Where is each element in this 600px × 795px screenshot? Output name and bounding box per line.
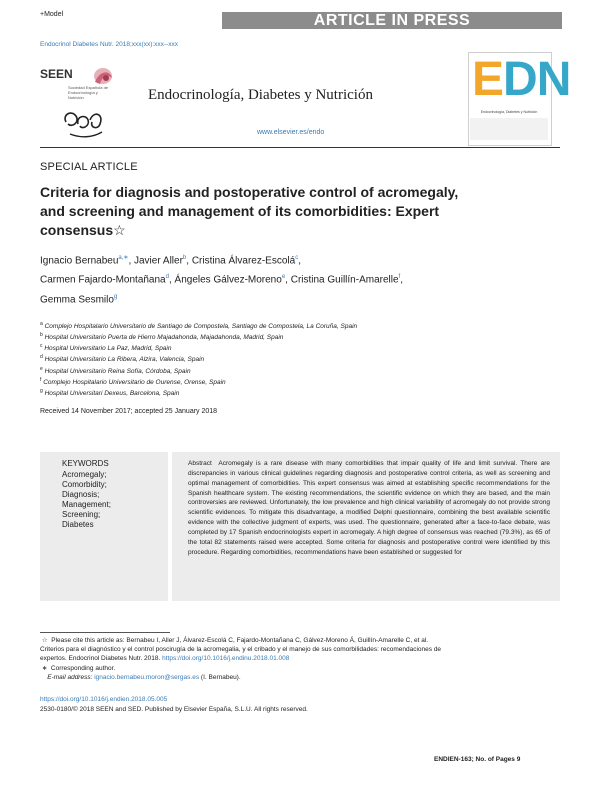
affiliation-item (40, 387, 560, 398)
affiliation-mark: g (40, 387, 43, 394)
corresponding-author-text: Corresponding author. (50, 664, 116, 672)
author-separator: , (128, 255, 134, 267)
affiliation-text: Hospital Universitario Puerta de Hierro Majadahonda, Majadahonda, Madrid, Spain (44, 334, 284, 342)
citation-footnote (40, 636, 560, 645)
keyword-item: Acromegaly; (62, 470, 107, 479)
keyword-item: Screening; (62, 510, 101, 519)
edn-letter-n: N (536, 53, 571, 106)
author-affiliation-mark[interactable]: f (398, 274, 401, 281)
model-tag: +Model (40, 11, 64, 18)
affiliation-item (40, 353, 560, 364)
affiliation-item (40, 342, 560, 353)
email-footnote (40, 673, 560, 682)
author-affiliation-mark[interactable]: e (281, 274, 286, 281)
affiliation-text: Hospital Universitario La Paz, Madrid, Spain (44, 345, 172, 353)
author-name: Gemma Sesmilo (40, 293, 114, 305)
affiliation-item (40, 331, 560, 342)
edn-letter-e: E (472, 53, 504, 106)
affiliation-item (40, 320, 560, 331)
copyright-line: 2530-0180/© 2018 SEEN and SED. Published by Elsevier España, S.L.U. All rights reserved. (40, 706, 308, 713)
author-name: Javier Aller (134, 255, 183, 267)
footnote-mark: ∗ (41, 664, 48, 672)
citation-footnote-cont: Criterios para el diagnóstico y el control poscirugía de la acromegalia, y el cribado y el manejo de sus comorbilidades: recomendaciones de (40, 646, 442, 654)
email-suffix: (I. Bernabeu). (200, 673, 241, 681)
keywords-heading: KEYWORDS (62, 459, 109, 468)
edn-cover-image (470, 118, 548, 140)
received-dates: Received 14 November 2017; accepted 25 January 2018 (40, 408, 218, 415)
author-name: Cristina Guillín-Amarelle (290, 274, 399, 286)
author-name: Ángeles Gálvez-Moreno (174, 274, 282, 286)
abstract-text (188, 459, 550, 557)
citation-footnote-cont (40, 654, 560, 663)
author-affiliation-mark[interactable]: g (113, 293, 118, 300)
keyword-item: Comorbidity; (62, 480, 107, 489)
affiliation-text: Complejo Hospitalario Universitario de Ourense, Orense, Spain (43, 378, 226, 386)
author-affiliation-mark[interactable]: d (165, 274, 169, 281)
author-separator: , (400, 274, 403, 286)
keywords-list (62, 470, 111, 530)
journal-title: Endocrinología, Diabetes y Nutrición (148, 87, 373, 103)
author-affiliation-mark[interactable]: a,∗ (118, 255, 129, 261)
corresponding-footnote (40, 664, 560, 673)
seen-logo-subtitle: Sociedad Española de Endocrinología y Nutrición (68, 85, 109, 100)
journal-url-link[interactable]: www.elsevier.es/endo (257, 129, 325, 136)
article-title (40, 183, 470, 240)
affiliation-text: Complejo Hospitalario Universitario de Santiago de Compostela, Santiago de Compostela, La Coruña, Spain (44, 323, 358, 331)
article-in-press-label: ARTICLE IN PRESS (313, 12, 471, 29)
affiliation-mark: b (40, 332, 43, 339)
title-footnote-mark[interactable]: ☆ (113, 222, 126, 238)
affiliation-list (40, 320, 560, 398)
article-section-label: SPECIAL ARTICLE (40, 161, 138, 173)
author-list (40, 250, 540, 308)
affiliation-text: Hospital Universitario Reina Sofía, Córdoba, Spain (44, 367, 191, 375)
author-line (40, 269, 540, 288)
abstract-body: Acromegaly is a rare disease with many comorbidities that impair quality of life and limit survival. There are discrepancies in various clinical guidelines regarding diagnosis and postoperative control criteria, as well as screening and optimal management of comorbidities. This expert consensus was aimed at establishing specific recommendations for the Spanish healthcare system. The existing recommendations, the scientific evidence on which they are based, and the main controversies are reviewed. Unfortunately, the low prevalence and high clinical variability of acromegaly do not provide strong scientific evidences. To mitigate this disadvantage, a modified Delphi questionnaire, combining the best available scientific evidence with the collective judgment of experts, was used. The questionnaire, generated after a face-to-face debate, was completed by 17 Spanish endocrinologists expert in acromegaly. A high degree of consensus was reached (79.3%), as 65 of the total 82 statements raised were accepted. Some criteria for diagnosis and postoperative control were identified by this procedure. Regarding comorbidities, recommendations have been established or suggested for (188, 460, 550, 556)
author-affiliation-mark[interactable]: b (182, 255, 187, 261)
affiliation-mark: d (40, 354, 43, 361)
author-name: Cristina Álvarez-Escolá (191, 255, 296, 267)
keyword-item: Management; (62, 500, 111, 509)
edn-cover-subtitle: Endocrinología, Diabetes y Nutrición (480, 110, 538, 114)
author-name: Ignacio Bernabeu (40, 255, 119, 267)
article-title-text: Criteria for diagnosis and postoperative control of acromegaly, and screening and management of its comorbidities: Expert consensus (40, 184, 459, 238)
abstract-label: Abstract (188, 460, 212, 467)
author-line (40, 289, 540, 308)
author-affiliation-mark[interactable]: c (295, 255, 299, 261)
journal-citation-link[interactable]: Endocrinol Diabetes Nutr. 2018;xxx(xx):xxx--xxx (40, 41, 178, 48)
footnote-divider (40, 632, 170, 633)
edn-logo (472, 52, 570, 107)
page-footer: ENDIEN-163; No. of Pages 9 (434, 756, 521, 763)
footnotes (40, 636, 560, 682)
affiliation-item (40, 365, 560, 376)
author-name: Carmen Fajardo-Montañana (40, 274, 166, 286)
affiliation-mark: f (40, 376, 42, 383)
header-divider (40, 147, 560, 148)
article-doi-link[interactable]: https://doi.org/10.1016/j.endien.2018.05.005 (40, 696, 168, 703)
affiliation-mark: e (40, 365, 43, 372)
footnote-mark: ☆ (41, 637, 48, 644)
seen-logo-wordmark: SEEN (40, 67, 73, 81)
affiliation-mark: a (40, 321, 43, 327)
affiliation-text: Hospital Universitario La Ribera, Alzira, Valencia, Spain (44, 356, 205, 364)
citation-doi-link[interactable]: https://doi.org/10.1016/j.endinu.2018.01.008 (162, 655, 290, 663)
citation-footnote-text: expertos. Endocrinol Diabetes Nutr. 2018. (40, 655, 161, 663)
affiliation-text: Hospital Universitari Dexeus, Barcelona, Spain (44, 390, 180, 398)
author-separator: , (168, 274, 175, 286)
keyword-item: Diagnosis; (62, 490, 100, 499)
email-link[interactable]: ignacio.bernabeu.moron@sergas.es (94, 673, 200, 681)
author-separator: , (298, 255, 301, 267)
author-separator: , (285, 274, 291, 286)
citation-footnote-text: Please cite this article as: Bernabeu I, Aller J, Álvarez-Escolá C, Fajardo-Montañana C, Gálvez-Moreno Á, Guillín-Amarelle C, et al. (51, 637, 429, 644)
email-label: E-mail address: (47, 673, 93, 681)
affiliation-item (40, 376, 560, 387)
author-separator: , (186, 255, 192, 267)
edn-letter-d: D (503, 53, 537, 106)
affiliation-mark: c (40, 343, 43, 350)
author-line (40, 250, 540, 269)
keyword-item: Diabetes (62, 520, 94, 529)
